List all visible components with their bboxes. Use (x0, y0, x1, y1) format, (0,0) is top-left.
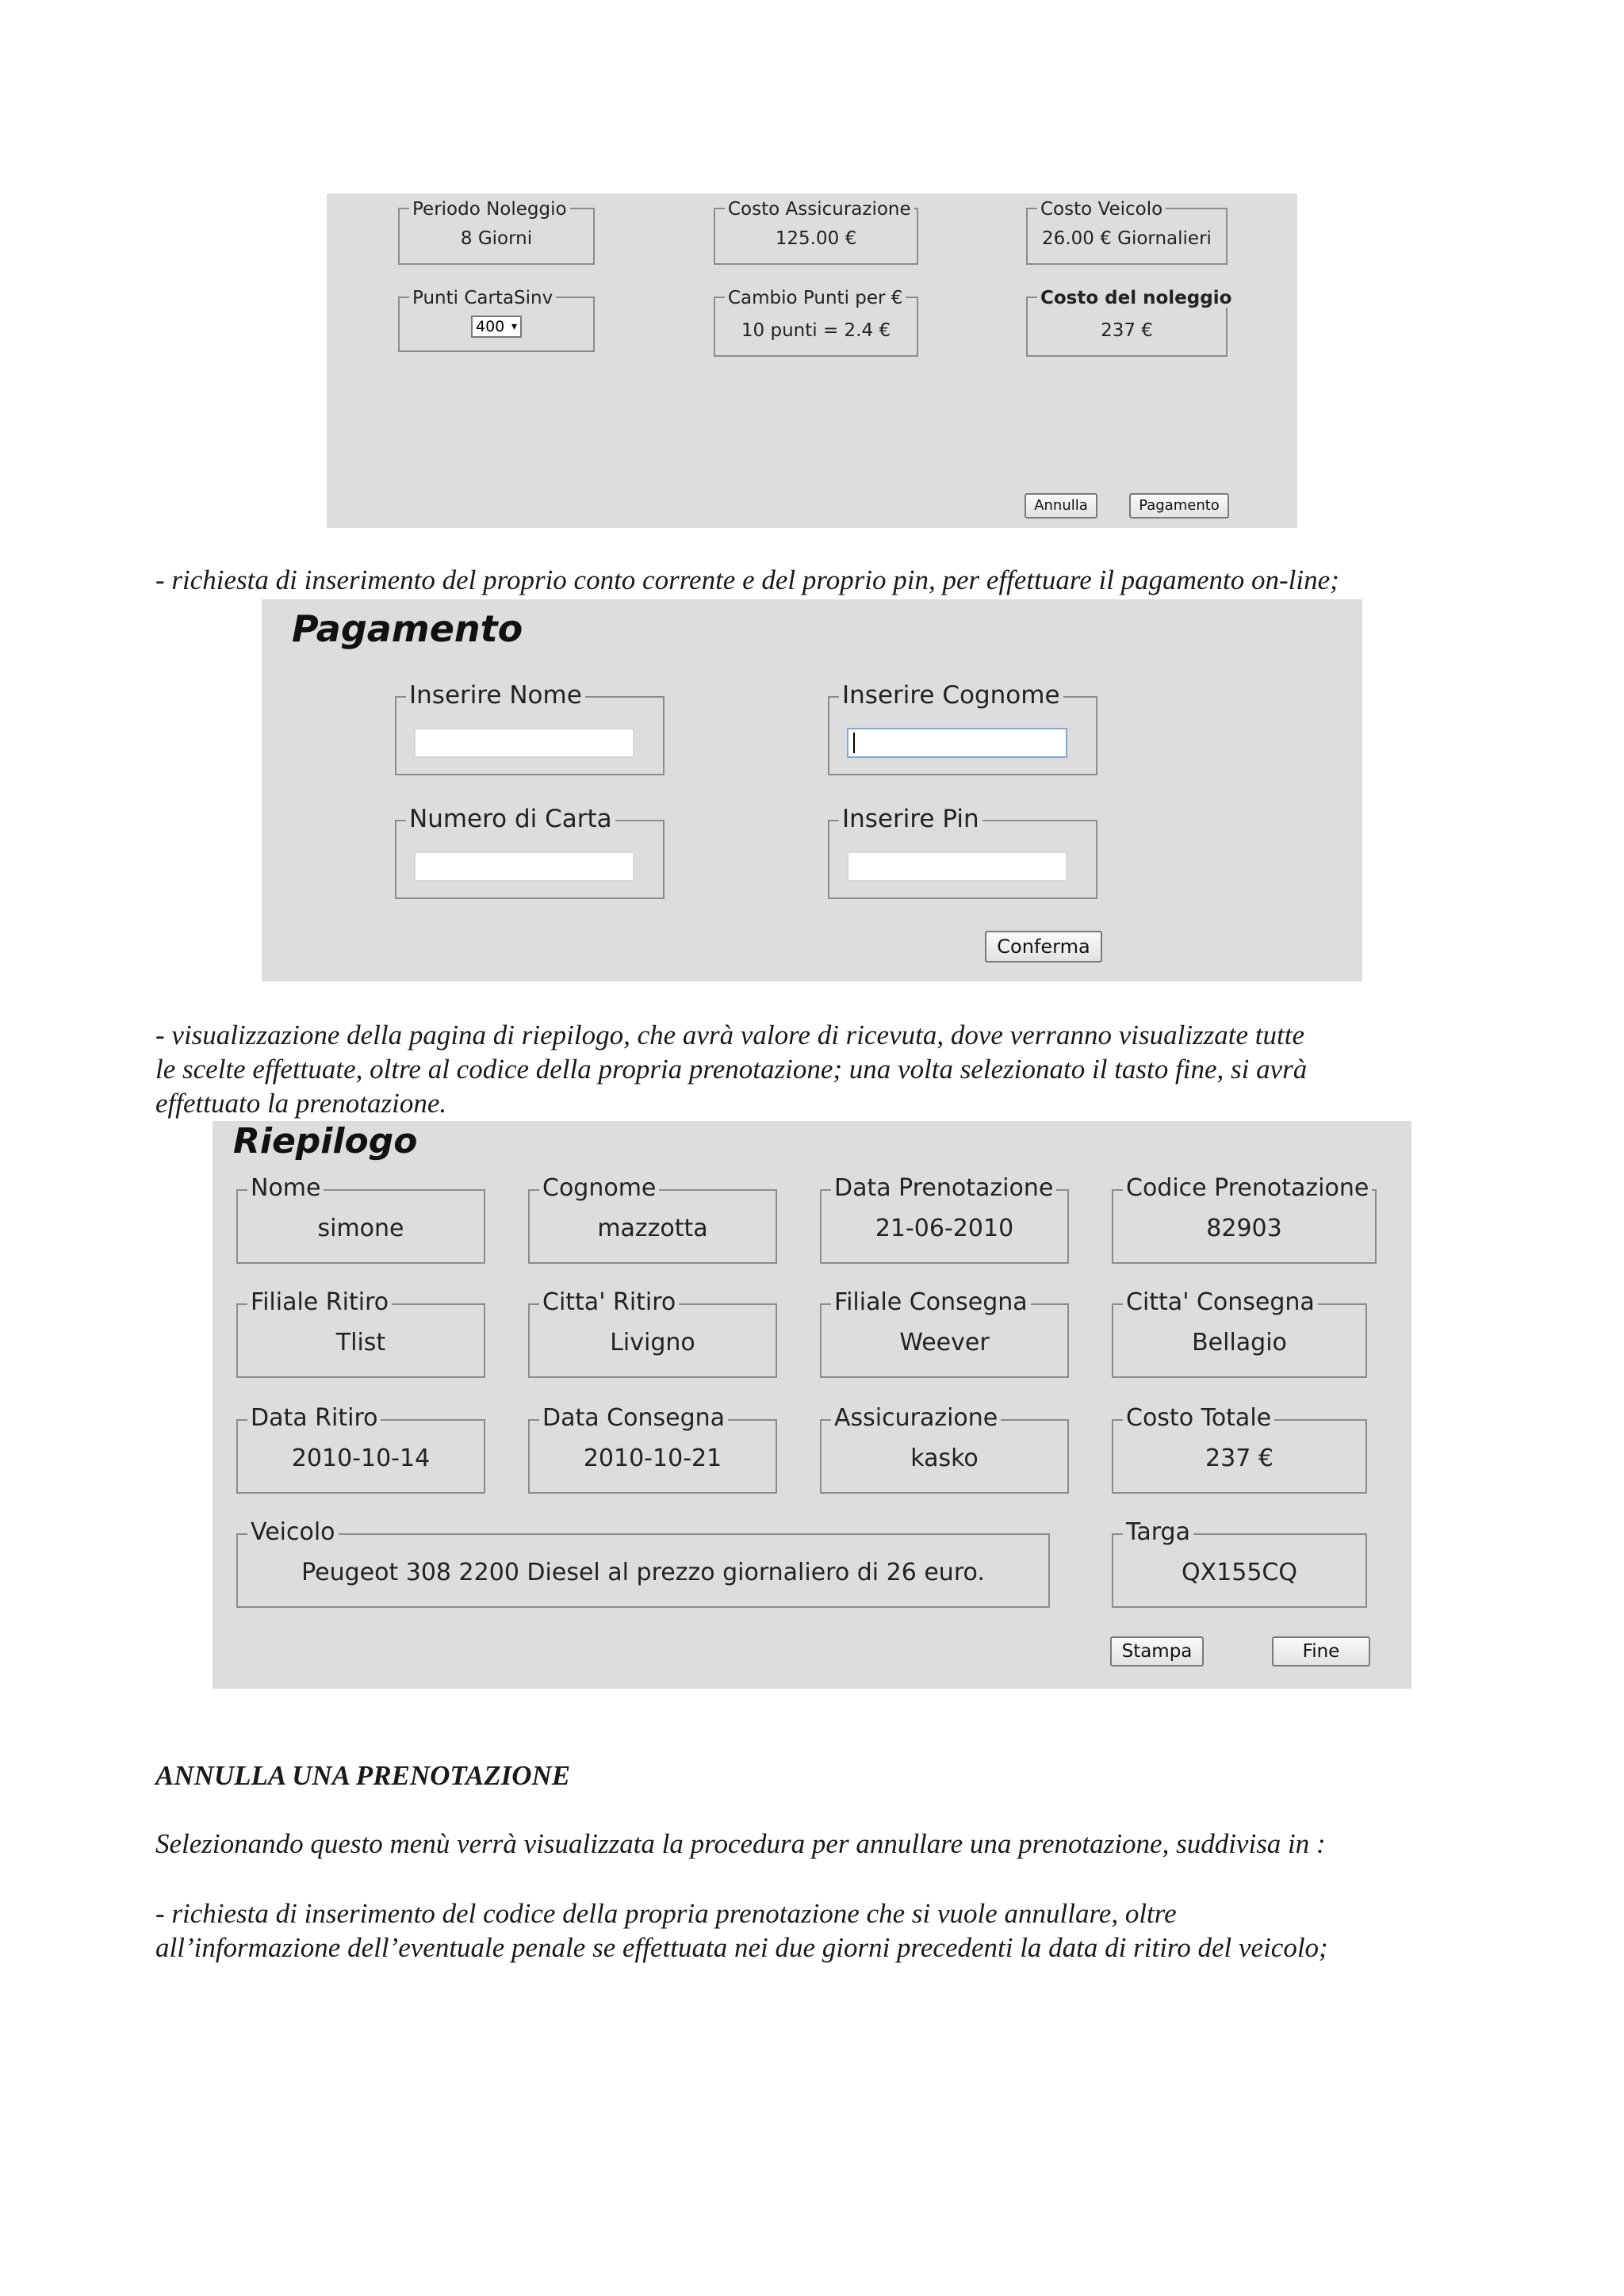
return-city-label: Citta' Consegna (1123, 1289, 1318, 1316)
vehicle-box (236, 1518, 1050, 1608)
rental-cost-panel (327, 193, 1297, 528)
pickup-date-value: 2010-10-14 (291, 1445, 431, 1472)
page-title: Riepilogo (233, 1121, 418, 1161)
last-name-input[interactable] (847, 728, 1067, 758)
surname-label: Cognome (539, 1175, 659, 1202)
cancel-button[interactable]: Annulla (1025, 493, 1097, 519)
plate-value: QX155CQ (1182, 1559, 1297, 1586)
chevron-down-icon: ▾ (511, 320, 517, 333)
pin-label: Inserire Pin (839, 806, 982, 832)
points-exchange-value: 10 punti = 2.4 € (741, 320, 891, 341)
last-name-field-box (828, 681, 1097, 775)
return-branch-value: Weever (899, 1329, 990, 1357)
paragraph-summary-step: - visualizzazione della pagina di riepilogo, che avrà valore di ricevuta, dove verranno visualizzate tutte le scelte effettuate, oltre al codice della propria prenotazione; una volta selezionato il tasto fine, si avrà effettuato la prenotazione. (155, 1020, 1308, 1119)
print-button[interactable]: Stampa (1110, 1636, 1204, 1667)
booking-code-box (1112, 1174, 1377, 1264)
points-exchange-box (714, 288, 918, 357)
surname-box (528, 1174, 777, 1264)
rental-total-label: Costo del noleggio (1037, 289, 1235, 308)
insurance-box (820, 1404, 1069, 1494)
rental-total-value: 237 € (1101, 320, 1153, 341)
page-title: Pagamento (292, 607, 523, 650)
rental-period-label: Periodo Noleggio (409, 200, 570, 219)
booking-date-value: 21-06-2010 (875, 1215, 1014, 1242)
pin-input[interactable] (847, 851, 1067, 882)
vehicle-cost-value: 26.00 € Giornalieri (1042, 228, 1212, 249)
return-date-value: 2010-10-21 (583, 1445, 722, 1472)
first-name-label: Inserire Nome (406, 682, 585, 709)
last-name-label: Inserire Cognome (839, 682, 1063, 709)
rental-total-box (1026, 288, 1232, 357)
paragraph-cancel-intro: Selezionando questo menù verrà visualizzata la procedura per annullare una prenotazione, suddivisa in : (155, 1828, 1326, 1859)
booking-code-value: 82903 (1206, 1215, 1282, 1242)
first-name-field-box (395, 681, 665, 775)
finish-button[interactable]: Fine (1272, 1636, 1370, 1667)
first-name-input[interactable] (414, 728, 634, 758)
insurance-cost-label: Costo Assicurazione (725, 200, 914, 219)
return-city-value: Bellagio (1192, 1329, 1287, 1357)
return-branch-label: Filiale Consegna (831, 1289, 1031, 1316)
pin-field-box (828, 805, 1097, 899)
total-cost-label: Costo Totale (1123, 1405, 1274, 1432)
pickup-branch-label: Filiale Ritiro (247, 1289, 392, 1316)
return-city-box (1112, 1288, 1367, 1378)
vehicle-cost-label: Costo Veicolo (1037, 200, 1166, 219)
pickup-branch-value: Tlist (335, 1329, 386, 1357)
pickup-date-label: Data Ritiro (247, 1405, 381, 1432)
name-label: Nome (247, 1175, 324, 1202)
paragraph-cancel-step: - richiesta di inserimento del codice della propria prenotazione che si vuole annullare, oltre all’informazione dell’eventuale penale se effettuata nei due giorni precedenti la data di ritiro del veicolo; (155, 1898, 1328, 1963)
section-heading: ANNULLA UNA PRENOTAZIONE (155, 1760, 571, 1791)
pickup-city-box (528, 1288, 777, 1378)
rental-period-value: 8 Giorni (460, 228, 533, 249)
pickup-date-box (236, 1404, 485, 1494)
rental-period-box (398, 199, 595, 265)
plate-label: Targa (1123, 1519, 1193, 1546)
confirm-button[interactable]: Conferma (985, 931, 1102, 962)
insurance-value: kasko (910, 1445, 979, 1472)
booking-date-box (820, 1174, 1069, 1264)
summary-panel (213, 1121, 1411, 1689)
points-select[interactable] (471, 316, 522, 338)
insurance-cost-value: 125.00 € (775, 228, 857, 249)
vehicle-value: Peugeot 308 2200 Diesel al prezzo giornaliero di 26 euro. (301, 1559, 985, 1586)
pickup-branch-box (236, 1288, 485, 1378)
total-cost-value: 237 € (1205, 1445, 1274, 1472)
card-number-input[interactable] (414, 851, 634, 882)
vehicle-label: Veicolo (247, 1519, 339, 1546)
total-cost-box (1112, 1404, 1367, 1494)
pickup-city-label: Citta' Ritiro (539, 1289, 679, 1316)
insurance-cost-box (714, 199, 918, 265)
return-date-label: Data Consegna (539, 1405, 728, 1432)
vehicle-cost-box (1026, 199, 1228, 265)
card-number-field-box (395, 805, 665, 899)
insurance-label: Assicurazione (831, 1405, 1001, 1432)
name-value: simone (317, 1215, 404, 1242)
payment-button[interactable]: Pagamento (1129, 493, 1229, 519)
return-date-box (528, 1404, 777, 1494)
surname-value: mazzotta (597, 1215, 708, 1242)
text-cursor (853, 733, 855, 753)
points-exchange-label: Cambio Punti per € (725, 289, 906, 308)
paragraph-payment-step: - richiesta di inserimento del proprio conto corrente e del proprio pin, per effettuare il pagamento on-line; (155, 564, 1339, 595)
booking-date-label: Data Prenotazione (831, 1175, 1056, 1202)
card-points-label: Punti CartaSinv (409, 289, 556, 308)
card-number-label: Numero di Carta (406, 806, 615, 832)
return-branch-box (820, 1288, 1069, 1378)
pickup-city-value: Livigno (610, 1329, 695, 1357)
points-select-value: 400 (476, 318, 505, 335)
payment-panel (262, 599, 1362, 982)
name-box (236, 1174, 485, 1264)
plate-box (1112, 1518, 1367, 1608)
card-points-box (398, 288, 595, 352)
booking-code-label: Codice Prenotazione (1123, 1175, 1372, 1202)
